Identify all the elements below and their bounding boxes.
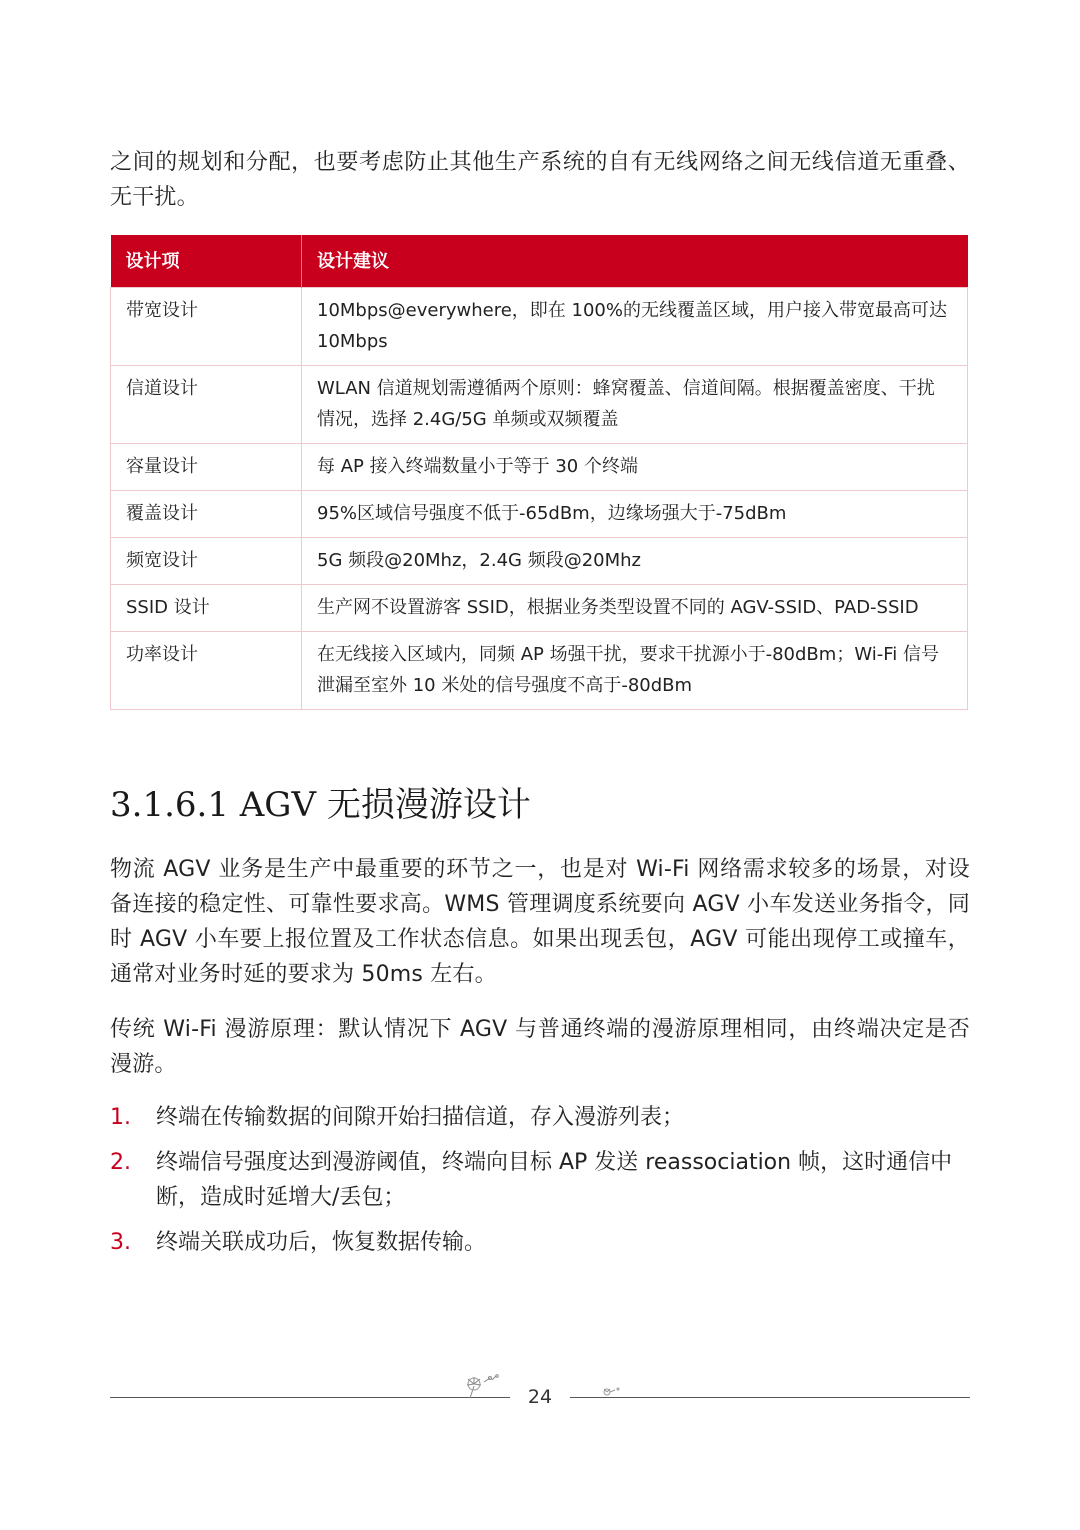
page-number: 24 bbox=[527, 1386, 553, 1408]
table-header-design-item: 设计项 bbox=[111, 235, 302, 288]
dandelion-icon bbox=[462, 1372, 506, 1400]
section-heading: 3.1.6.1 AGV 无损漫游设计 bbox=[110, 785, 531, 825]
table-row bbox=[111, 585, 968, 632]
list-item bbox=[110, 1145, 970, 1215]
table-row bbox=[111, 632, 968, 710]
list-item-number: 3. bbox=[110, 1230, 131, 1255]
table-row bbox=[111, 491, 968, 538]
footer-divider-left bbox=[110, 1397, 510, 1398]
table-cell-item: 频宽设计 bbox=[111, 538, 302, 585]
table-row bbox=[111, 366, 968, 444]
table-cell-item: 覆盖设计 bbox=[111, 491, 302, 538]
dandelion-seed-icon bbox=[602, 1385, 624, 1399]
list-item-text: 终端在传输数据的间隙开始扫描信道，存入漫游列表； bbox=[156, 1105, 685, 1130]
table-cell-item: 带宽设计 bbox=[111, 288, 302, 366]
list-item-number: 1. bbox=[110, 1105, 131, 1130]
table-cell-advice: 生产网不设置游客 SSID，根据业务类型设置不同的 AGV-SSID、PAD-SSID bbox=[302, 585, 968, 632]
list-item-number: 2. bbox=[110, 1150, 131, 1175]
numbered-list bbox=[110, 1100, 970, 1270]
footer-divider-right bbox=[570, 1397, 970, 1398]
table-cell-advice: 在无线接入区域内，同频 AP 场强干扰，要求干扰源小于-80dBm；Wi-Fi 信号泄漏至室外 10 米处的信号强度不高于-80dBm bbox=[302, 632, 968, 710]
intro-paragraph: 之间的规划和分配，也要考虑防止其他生产系统的自有无线网络之间无线信道无重叠、无干扰。 bbox=[110, 150, 970, 210]
table-cell-advice: 10Mbps@everywhere，即在 100%的无线覆盖区域，用户接入带宽最高可达 10Mbps bbox=[302, 288, 968, 366]
table-row bbox=[111, 444, 968, 491]
table-cell-item: SSID 设计 bbox=[111, 585, 302, 632]
table-header-row bbox=[111, 235, 968, 288]
list-item-text: 终端关联成功后，恢复数据传输。 bbox=[156, 1230, 487, 1255]
table-header-design-advice: 设计建议 bbox=[302, 235, 968, 288]
table-cell-item: 容量设计 bbox=[111, 444, 302, 491]
table-cell-advice: 5G 频段@20Mhz，2.4G 频段@20Mhz bbox=[302, 538, 968, 585]
table-cell-item: 信道设计 bbox=[111, 366, 302, 444]
list-item bbox=[110, 1225, 970, 1260]
table-cell-item: 功率设计 bbox=[111, 632, 302, 710]
body-paragraph: 传统 Wi-Fi 漫游原理：默认情况下 AGV 与普通终端的漫游原理相同，由终端决定是否漫游。 bbox=[110, 1017, 970, 1077]
table-cell-advice: 95%区域信号强度不低于-65dBm，边缘场强大于-75dBm bbox=[302, 491, 968, 538]
table-cell-advice: WLAN 信道规划需遵循两个原则：蜂窝覆盖、信道间隔。根据覆盖密度、干扰情况，选择 2.4G/5G 单频或双频覆盖 bbox=[302, 366, 968, 444]
design-table bbox=[110, 235, 968, 710]
table-cell-advice: 每 AP 接入终端数量小于等于 30 个终端 bbox=[302, 444, 968, 491]
list-item bbox=[110, 1100, 970, 1135]
body-paragraph: 物流 AGV 业务是生产中最重要的环节之一，也是对 Wi-Fi 网络需求较多的场景，对设备连接的稳定性、可靠性要求高。WMS 管理调度系统要向 AGV 小车发送业务指令，同时 AGV 小车要上报位置及工作状态信息。如果出现丢包，AGV 可能出现停工或撞车，通常对业务时延的要求为 50ms 左右。 bbox=[110, 857, 970, 987]
list-item-text: 终端信号强度达到漫游阈值，终端向目标 AP 发送 reassociation 帧，这时通信中断，造成时延增大/丢包； bbox=[156, 1150, 953, 1210]
table-row bbox=[111, 288, 968, 366]
table-row bbox=[111, 538, 968, 585]
